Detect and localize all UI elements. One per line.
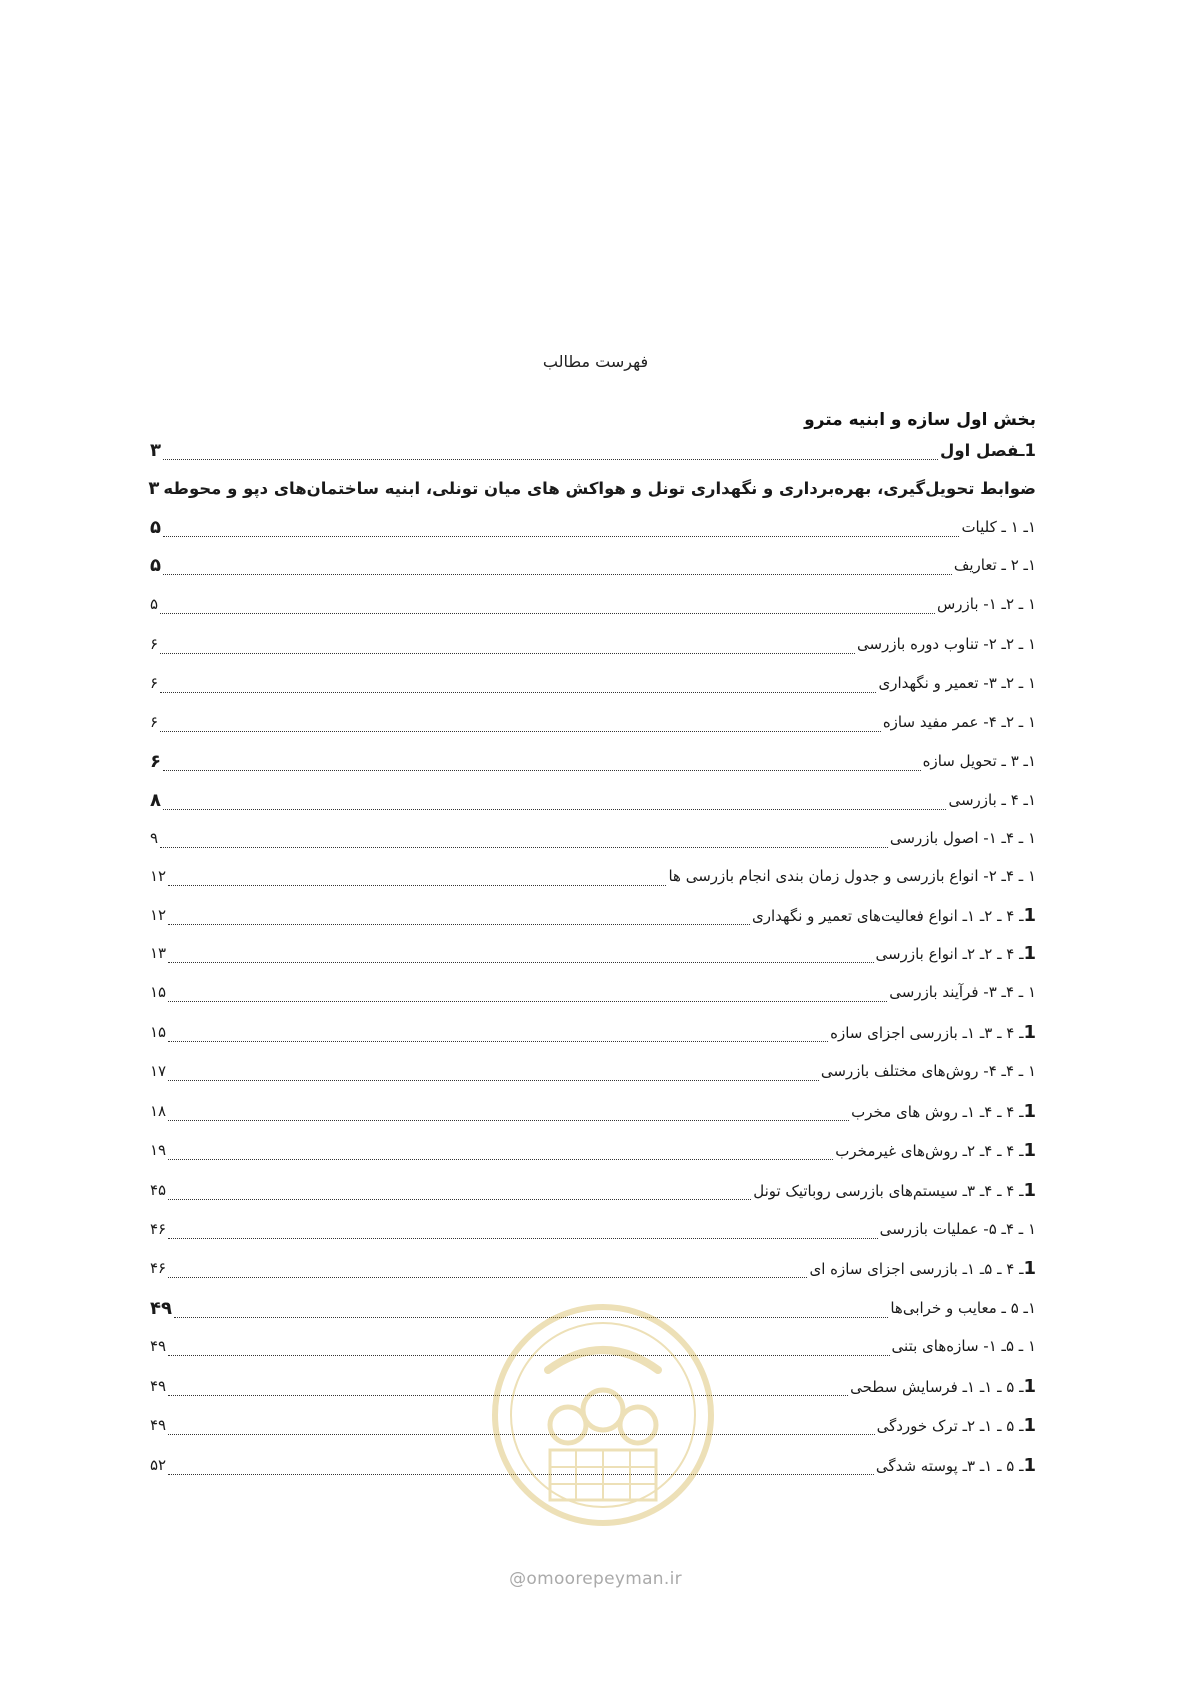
dot-leader [163, 756, 921, 771]
toc-entry-label [163, 479, 1036, 498]
toc-entry[interactable] [150, 977, 1036, 1007]
dot-leader [168, 1263, 807, 1278]
toc-entry[interactable] [150, 629, 1036, 659]
toc-entry-label [851, 1101, 1036, 1122]
toc-entry-label [752, 905, 1036, 926]
toc-entry-lead-number: 1 [1023, 1454, 1036, 1476]
toc-entry-text: ۱ ـ ۲ـ ۲- تناوب دوره بازرسی [857, 635, 1036, 653]
toc-page-number: ۱۳ [150, 944, 167, 962]
toc-entry-label [850, 1376, 1036, 1397]
toc-entry-lead-number: 1 [1023, 1100, 1036, 1122]
toc-entry[interactable] [150, 435, 1036, 465]
dot-leader [168, 1106, 849, 1121]
toc-entry-text: ـ ۵ ـ ۱ـ ۲ـ ترک خوردگی [876, 1416, 1024, 1435]
toc-entry[interactable] [150, 1056, 1036, 1086]
toc-entry[interactable] [150, 785, 1036, 815]
dot-leader [163, 795, 946, 810]
toc-page-number: ۶ [150, 713, 159, 731]
toc-page-number: ۶ [150, 674, 159, 692]
toc-page-number: ۵ [150, 516, 161, 538]
toc-page-number: ۴۶ [150, 1220, 167, 1238]
toc-entry-text: ۱ـ ۱ ـ کلیات [961, 518, 1036, 536]
toc-entry-label [961, 518, 1036, 536]
toc-entry-lead-number: 1 [1023, 1179, 1036, 1201]
toc-entry[interactable] [150, 1214, 1036, 1244]
dot-leader [168, 948, 873, 963]
toc-entry-lead-number: 1 [1023, 1375, 1036, 1397]
toc-entry[interactable] [150, 1253, 1036, 1283]
toc-entry-lead-number: 1 [1023, 1139, 1036, 1161]
toc-entry-text: ۱ـ ۲ ـ تعاریف [953, 556, 1036, 574]
dot-leader [168, 1145, 833, 1160]
dot-leader [168, 1224, 878, 1239]
toc-page-number: ۴۹ [150, 1297, 172, 1319]
toc-entry-text: ۱ ـ ۴ـ ۴- روش‌های مختلف بازرسی [820, 1062, 1036, 1080]
dot-leader [160, 678, 876, 693]
toc-entry-text: ـ ۴ ـ ۴ـ ۳ـ سیستم‌های بازرسی روباتیک تونل [753, 1181, 1024, 1200]
toc-entry-lead-number: 1 [1023, 942, 1036, 964]
toc-entry[interactable] [150, 1135, 1036, 1165]
dot-leader [168, 1066, 819, 1081]
toc-entry-text: ۱ ـ ۴ـ ۳- فرآیند بازرسی [889, 983, 1036, 1001]
toc-entry-text: ـ ۴ ـ ۲ـ ۱ـ انواع فعالیت‌های تعمیر و نگهداری [752, 906, 1024, 925]
toc-entry-text: ـ ۴ ـ ۳ـ ۱ـ بازرسی اجزای سازه [830, 1023, 1024, 1042]
toc-entry-label [892, 1337, 1036, 1355]
toc-entry[interactable] [150, 1096, 1036, 1126]
toc-entry[interactable] [150, 589, 1036, 619]
dot-leader [163, 522, 959, 537]
toc-page-number: ۳ [148, 477, 160, 499]
toc-entry-text: ـ ۵ ـ ۱ـ ۱ـ فرسایش سطحی [850, 1377, 1024, 1396]
dot-leader [160, 599, 935, 614]
toc-page-number: ۴۹ [150, 1337, 167, 1355]
toc-page-number: ۱۵ [150, 1023, 167, 1041]
toc-entry-label [835, 1140, 1036, 1161]
toc-entry-text: ضوابط تحویل‌گیری، بهره‌برداری و نگهداری تونل و هواکش های میان تونلی، ابنیه ساختمان‌های دپو و محوطه [163, 478, 1036, 498]
dot-leader [168, 1185, 751, 1200]
toc-entry[interactable] [150, 550, 1036, 580]
toc-entry-label [889, 983, 1036, 1001]
toc-page-number: ۳ [150, 439, 161, 461]
toc-heading: فهرست مطالب [542, 352, 649, 371]
toc-entry-label [830, 1022, 1036, 1043]
toc-entry[interactable] [150, 900, 1036, 930]
toc-entry[interactable] [150, 473, 1036, 503]
toc-entry-label [877, 1415, 1036, 1436]
toc-page-number: ۵ [150, 554, 161, 576]
toc-entry-label [923, 752, 1036, 770]
toc-entry-text: 1ـفصل اول [940, 440, 1036, 460]
toc-entry-label [668, 867, 1036, 885]
toc-entry-label [890, 829, 1036, 847]
toc-page-number: ۱۷ [150, 1062, 167, 1080]
dot-leader [168, 871, 666, 886]
toc-entry-lead-number: 1 [1023, 1257, 1036, 1279]
toc-entry-label [880, 1220, 1036, 1238]
toc-entry[interactable] [150, 861, 1036, 891]
toc-page-number: ۹ [150, 829, 159, 847]
toc-entry-text: ۱ـ ۳ ـ تحویل سازه [922, 752, 1036, 770]
toc-entry-text: ۱ ـ ۴ـ ۲- انواع بازرسی و جدول زمان بندی انجام بازرسی ها [668, 867, 1036, 885]
toc-entry-lead-number: 1 [1023, 1021, 1036, 1043]
toc-page-number: ۵۲ [150, 1456, 167, 1474]
toc-page-number: ۴۶ [150, 1259, 167, 1277]
toc-entry-label [876, 943, 1036, 964]
toc-entry[interactable] [150, 1175, 1036, 1205]
toc-entry[interactable] [150, 512, 1036, 542]
dot-leader [163, 445, 938, 460]
toc-entry-text: ۱ ـ ۲ـ ۱- بازرس [936, 595, 1036, 613]
toc-entry-text: ۱ ـ ۲ـ ۳- تعمیر و نگهداری [878, 674, 1036, 692]
toc-page-number: ۴۹ [150, 1416, 167, 1434]
dot-leader [168, 910, 750, 925]
toc-entry-text: ـ ۴ ـ ۲ـ ۲ـ انواع بازرسی [875, 944, 1024, 963]
toc-page-number: ۴۵ [150, 1181, 167, 1199]
toc-page-number: ۶ [150, 635, 159, 653]
toc-entry-label [753, 1180, 1036, 1201]
watermark-handle: @omoorepeyman.ir [509, 1569, 682, 1589]
toc-entry-label [883, 713, 1036, 731]
toc-entry-label [821, 1062, 1036, 1080]
toc-page-number: ۱۸ [150, 1102, 167, 1120]
toc-page-number: ۶ [150, 750, 161, 772]
toc-entry-label [878, 674, 1036, 692]
toc-page-number: ۴۹ [150, 1377, 167, 1395]
toc-entry-label [890, 1299, 1036, 1317]
dot-leader [160, 717, 881, 732]
toc-page-number: ۱۹ [150, 1141, 167, 1159]
toc-entry-label [954, 556, 1036, 574]
toc-page-number: ۸ [150, 789, 161, 811]
toc-entry-label [948, 791, 1036, 809]
toc-entry-text: ۱ ـ ۴ـ ۱- اصول بازرسی [889, 829, 1036, 847]
toc-entry[interactable] [150, 938, 1036, 968]
toc-page-number: ۱۵ [150, 983, 167, 1001]
toc-entry-label [940, 441, 1036, 460]
toc-entry[interactable] [150, 668, 1036, 698]
toc-entry-text: ۱ ـ ۲ـ ۴- عمر مفید سازه [882, 713, 1036, 731]
toc-entry-label [857, 635, 1036, 653]
dot-leader [168, 1027, 828, 1042]
toc-entry-text: ـ ۴ ـ ۴ـ ۲ـ روش‌های غیرمخرب [835, 1141, 1024, 1160]
toc-entry-text: ـ ۴ ـ ۵ـ ۱ـ بازرسی اجزای سازه ای [809, 1259, 1024, 1278]
dot-leader [168, 987, 887, 1002]
dot-leader [160, 833, 888, 848]
toc-entry-lead-number: 1 [1023, 904, 1036, 926]
toc-entry-text: ۱ ـ ۴ـ ۵- عملیات بازرسی [879, 1220, 1036, 1238]
toc-entry-text: ـ ۴ ـ ۴ـ ۱ـ روش های مخرب [851, 1102, 1024, 1121]
dot-leader [160, 639, 855, 654]
toc-entry-text: ـ ۵ ـ ۱ـ ۳ـ پوسته شدگی [875, 1456, 1024, 1475]
toc-entry-text: ۱ ـ ۵ـ ۱- سازه‌های بتنی [891, 1337, 1036, 1355]
toc-entry-text: ۱ـ ۴ ـ بازرسی [948, 791, 1036, 809]
toc-entry-text: ۱ـ ۵ ـ معایب و خرابی‌ها [890, 1299, 1036, 1317]
toc-entry-label [876, 1455, 1036, 1476]
dot-leader [163, 560, 952, 575]
toc-page-number: ۵ [150, 595, 159, 613]
toc-entry-label [937, 595, 1036, 613]
toc-page-number: ۱۲ [150, 906, 167, 924]
toc-entry-label [809, 1258, 1036, 1279]
toc-page-number: ۱۲ [150, 867, 167, 885]
toc-entry[interactable] [150, 823, 1036, 853]
publisher-seal-watermark [488, 1300, 718, 1530]
toc-entry[interactable] [150, 1017, 1036, 1047]
toc-entry[interactable] [150, 746, 1036, 776]
section-title: بخش اول سازه و ابنیه مترو [804, 410, 1036, 430]
toc-entry-lead-number: 1 [1023, 1414, 1036, 1436]
toc-entry[interactable] [150, 707, 1036, 737]
